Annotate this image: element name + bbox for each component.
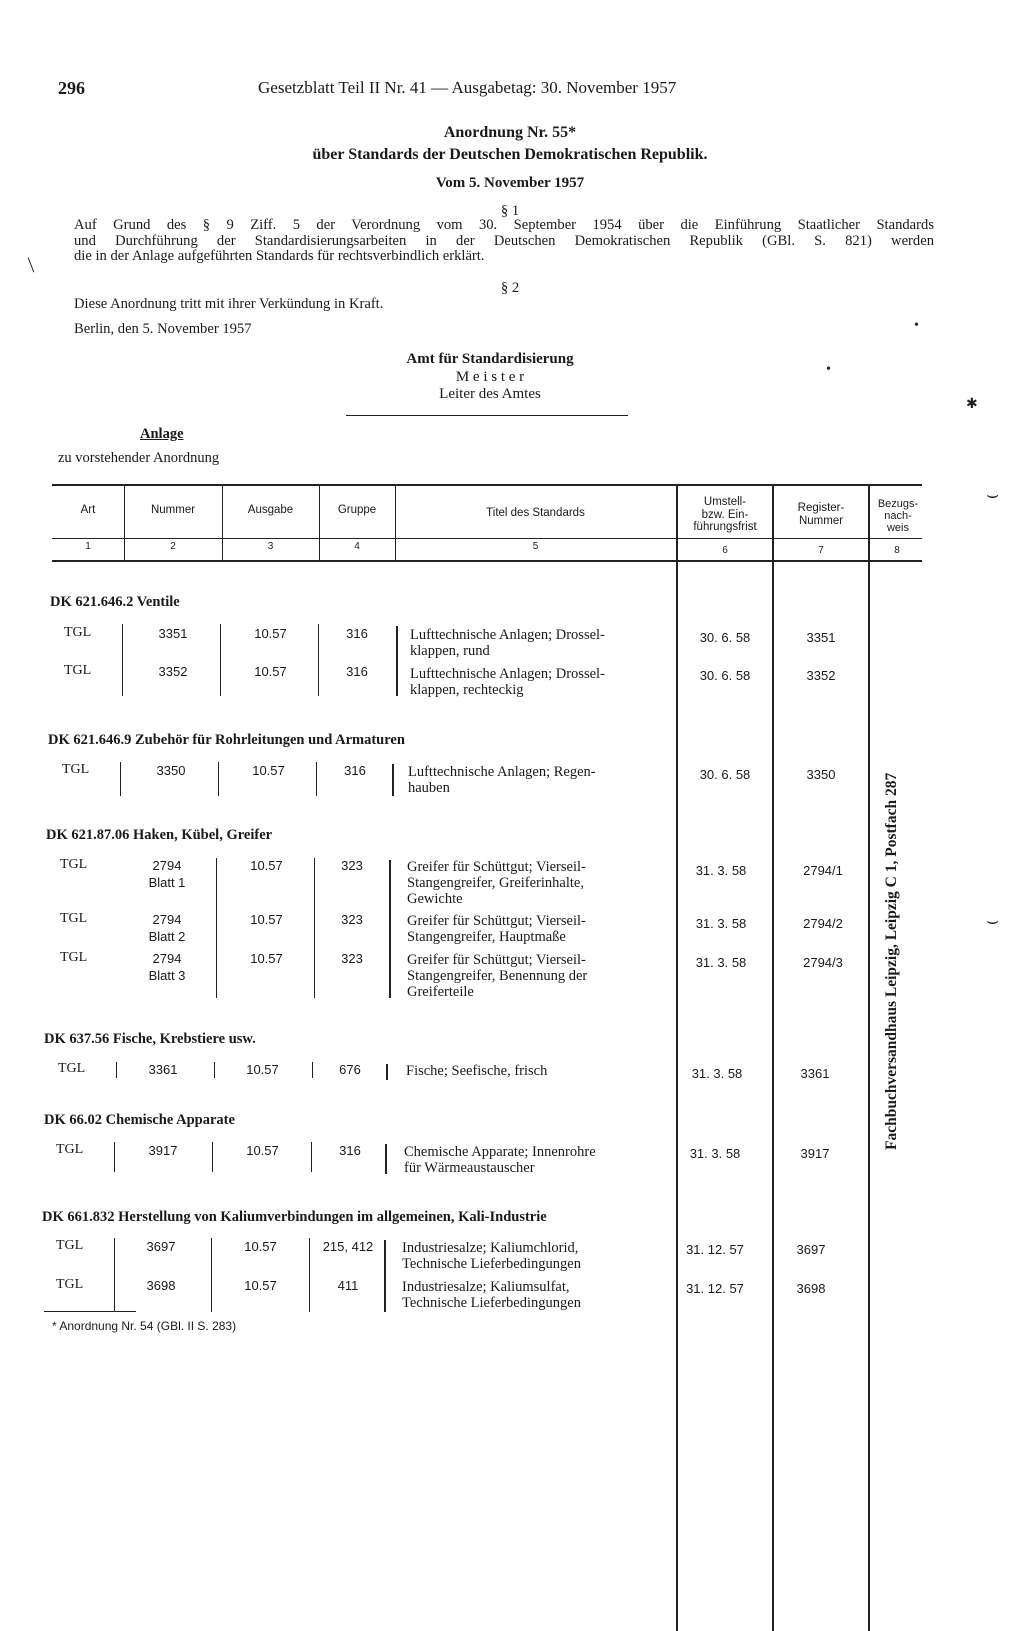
cell-gruppe: 323 (341, 951, 363, 966)
cell-titel: Industriesalze; Kaliumchlorid, Technische Lieferbedingungen (402, 1240, 581, 1272)
col-number: 2 (170, 541, 176, 552)
row-divider (389, 860, 391, 998)
group-heading: DK 621.87.06 Haken, Kübel, Greifer (46, 827, 273, 843)
cell-titel: Chemische Apparate; Innenrohre für Wärmeaustauscher (404, 1144, 596, 1176)
cell-frist: 31. 12. 57 (686, 1242, 744, 1257)
cell-nummer: 3351 (158, 626, 188, 641)
cell-blatt: Blatt 3 (148, 968, 186, 983)
cell-nummer: 3697 (146, 1239, 176, 1254)
group-heading: DK 621.646.2 Ventile (50, 594, 180, 610)
cell-nummer: 2794 (152, 912, 182, 927)
cell-register: 3361 (800, 1066, 830, 1081)
cell-nummer: 3361 (148, 1062, 178, 1077)
row-divider (116, 1062, 117, 1078)
cell-frist: 31. 3. 58 (695, 863, 747, 878)
col-number: 4 (354, 541, 360, 552)
section-1-line: die in der Anlage aufgeführten Standards für rechtsverbindlich erklärt. (74, 248, 485, 264)
cell-art: TGL (56, 1142, 84, 1157)
cell-nummer: 2794 (152, 858, 182, 873)
cell-register: 3350 (806, 767, 836, 782)
footnote: * Anordnung Nr. 54 (GBl. II S. 283) (52, 1319, 237, 1333)
section-1-line: und Durchführung der Standardisierungsarbeiten in der Deutschen Demokratischen Republik (GBl. S. 821) werden (74, 232, 934, 249)
cell-register: 3917 (800, 1146, 830, 1161)
table-top-rule (52, 484, 922, 486)
row-divider (212, 1142, 213, 1172)
signatory-role: Leiter des Amtes (439, 386, 541, 402)
cell-register: 2794/1 (803, 863, 843, 878)
footnote-rule (44, 1311, 136, 1312)
cell-ausgabe: 10.57 (244, 1278, 277, 1293)
cell-art: TGL (58, 1061, 86, 1076)
cell-ausgabe: 10.57 (246, 1143, 279, 1158)
cell-gruppe: 316 (344, 763, 366, 778)
annex-subtitle: zu vorstehender Anordnung (58, 450, 220, 466)
page-number: 296 (58, 78, 85, 98)
col-divider-long (676, 486, 678, 1631)
cell-register: 3697 (796, 1242, 826, 1257)
cell-nummer: 3350 (156, 763, 186, 778)
col-header-frist: Umstell- bzw. Ein- führungsfrist (693, 496, 757, 533)
cell-titel: Fische; Seefische, frisch (406, 1063, 548, 1079)
cell-titel: Greifer für Schüttgut; Vierseil- Stangengreifer, Hauptmaße (407, 913, 586, 945)
cell-titel: Greifer für Schüttgut; Vierseil- Stangengreifer, Greiferinhalte, Gewichte (407, 859, 586, 907)
cell-frist: 31. 3. 58 (689, 1146, 741, 1161)
col-number: 7 (818, 545, 824, 556)
margin-curve-mark: ⌣ (986, 484, 1000, 506)
col-header-register: Register- Nummer (797, 502, 845, 527)
cell-frist: 31. 3. 58 (695, 916, 747, 931)
group-heading: DK 66.02 Chemische Apparate (44, 1112, 235, 1128)
cell-gruppe: 323 (341, 912, 363, 927)
cell-art: TGL (60, 911, 88, 926)
col-header-bezug: Bezugs- nach- weis (877, 498, 919, 534)
section-1-text (74, 218, 934, 265)
cell-frist: 30. 6. 58 (699, 668, 751, 683)
cell-ausgabe: 10.57 (244, 1239, 277, 1254)
row-divider (220, 624, 221, 696)
col-header-titel: Titel des Standards (486, 507, 585, 519)
row-divider (211, 1238, 212, 1312)
cell-gruppe: 676 (339, 1062, 361, 1077)
col-number: 5 (532, 541, 539, 552)
cell-frist: 31. 3. 58 (691, 1066, 743, 1081)
cell-frist: 31. 12. 57 (686, 1281, 744, 1296)
cell-ausgabe: 10.57 (246, 1062, 279, 1077)
cell-art: TGL (64, 625, 92, 640)
cell-gruppe: 316 (346, 626, 368, 641)
ink-mark: • (914, 318, 919, 333)
col-divider-long (772, 486, 774, 1631)
row-divider (385, 1144, 387, 1174)
cell-frist: 30. 6. 58 (699, 630, 751, 645)
row-divider (386, 1064, 388, 1080)
section-1-line: Auf Grund des § 9 Ziff. 5 der Verordnung vom 30. September 1954 über die Einführung Staatlicher Standards (74, 217, 934, 233)
cell-blatt: Blatt 1 (148, 875, 186, 890)
row-divider (309, 1238, 310, 1312)
row-divider (214, 1062, 215, 1078)
table-number-rule (52, 560, 922, 562)
cell-art: TGL (56, 1238, 84, 1253)
col-number: 8 (894, 545, 900, 556)
col-divider-long (868, 486, 870, 1631)
section-2-text: Diese Anordnung tritt mit ihrer Verkündung in Kraft. (74, 296, 384, 312)
cell-register: 3351 (806, 630, 836, 645)
col-header-nummer: Nummer (150, 504, 196, 516)
margin-curve-mark: ⌣ (986, 910, 1000, 932)
col-number: 3 (267, 541, 274, 552)
cell-blatt: Blatt 2 (148, 929, 186, 944)
col-number: 1 (85, 541, 91, 552)
signatory: M e i s t e r (455, 369, 525, 385)
cell-frist: 31. 3. 58 (695, 955, 747, 970)
cell-art: TGL (60, 950, 88, 965)
cell-titel: Lufttechnische Anlagen; Regen- hauben (408, 764, 596, 796)
cell-titel: Industriesalze; Kaliumsulfat, Technische Lieferbedingungen (402, 1279, 581, 1311)
cell-ausgabe: 10.57 (250, 912, 283, 927)
ink-mark: • (826, 362, 831, 377)
cell-nummer: 3352 (158, 664, 188, 679)
signature-rule (346, 415, 628, 416)
cell-register: 3698 (796, 1281, 826, 1296)
place-date: Berlin, den 5. November 1957 (74, 321, 252, 337)
cell-ausgabe: 10.57 (252, 763, 285, 778)
row-divider (384, 1240, 386, 1312)
authority: Amt für Standardisierung (406, 351, 574, 367)
row-divider (216, 858, 217, 998)
row-divider (392, 764, 394, 796)
cell-ausgabe: 10.57 (250, 858, 283, 873)
group-heading: DK 637.56 Fische, Krebstiere usw. (44, 1031, 256, 1047)
cell-nummer: 3917 (148, 1143, 178, 1158)
cell-frist: 30. 6. 58 (699, 767, 751, 782)
cell-titel: Lufttechnische Anlagen; Drossel- klappen, rechteckig (410, 666, 605, 698)
cell-titel: Greifer für Schüttgut; Vierseil- Stangengreifer, Benennung der Greiferteile (407, 952, 588, 1000)
running-title: Gesetzblatt Teil II Nr. 41 — Ausgabetag: 30. November 1957 (258, 78, 677, 97)
row-divider (314, 858, 315, 998)
cell-art: TGL (60, 857, 88, 872)
cell-register: 3352 (806, 668, 836, 683)
row-divider (318, 624, 319, 696)
decree-subtitle: über Standards der Deutschen Demokratischen Republik. (312, 146, 708, 163)
section-1-label: § 1 (500, 203, 520, 219)
cell-nummer: 2794 (152, 951, 182, 966)
table-header-rule (52, 538, 922, 539)
col-header-art: Art (80, 504, 96, 516)
row-divider (218, 762, 219, 796)
row-divider (316, 762, 317, 796)
decree-date: Vom 5. November 1957 (435, 175, 585, 191)
side-note: Fachbuchversandhaus Leipzig, Leipzig C 1, Postfach 287 (883, 772, 900, 1150)
row-divider (114, 1142, 115, 1172)
row-divider (396, 626, 398, 696)
row-divider (311, 1142, 312, 1172)
cell-art: TGL (56, 1277, 84, 1292)
cell-ausgabe: 10.57 (250, 951, 283, 966)
col-number: 6 (722, 545, 728, 556)
row-divider (312, 1062, 313, 1078)
cell-register: 2794/3 (803, 955, 843, 970)
cell-gruppe: 411 (337, 1278, 359, 1293)
cell-gruppe: 215, 412 (322, 1239, 374, 1254)
ink-mark: ✱ (966, 397, 978, 412)
group-heading: DK 621.646.9 Zubehör für Rohrleitungen und Armaturen (48, 732, 405, 748)
cell-register: 2794/2 (803, 916, 843, 931)
cell-titel: Lufttechnische Anlagen; Drossel- klappen, rund (410, 627, 605, 659)
cell-art: TGL (64, 663, 92, 678)
decree-title: Anordnung Nr. 55* (443, 124, 577, 141)
cell-gruppe: 323 (341, 858, 363, 873)
cell-ausgabe: 10.57 (254, 664, 287, 679)
cell-ausgabe: 10.57 (254, 626, 287, 641)
cell-nummer: 3698 (146, 1278, 176, 1293)
row-divider (122, 624, 123, 696)
col-header-ausgabe: Ausgabe (247, 504, 294, 516)
row-divider (114, 1238, 115, 1312)
col-header-gruppe: Gruppe (337, 504, 377, 516)
cell-gruppe: 316 (339, 1143, 361, 1158)
annex-title: Anlage (140, 426, 184, 442)
cell-art: TGL (62, 762, 90, 777)
margin-stroke-mark: / (20, 253, 42, 277)
section-2-label: § 2 (500, 280, 520, 296)
row-divider (120, 762, 121, 796)
group-heading: DK 661.832 Herstellung von Kaliumverbindungen im allgemeinen, Kali-Industrie (42, 1209, 547, 1225)
cell-gruppe: 316 (346, 664, 368, 679)
